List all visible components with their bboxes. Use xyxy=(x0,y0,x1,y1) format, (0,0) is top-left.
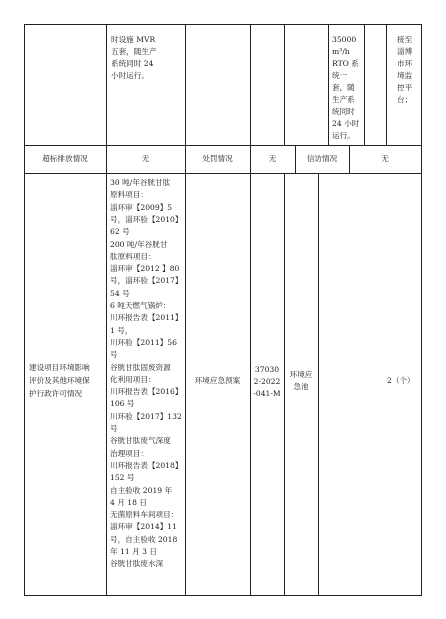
treatment-facility-text-line-2: 五套，随生产 xyxy=(111,47,157,56)
table-bottom-border xyxy=(24,595,422,596)
permit-line: 4 月 18 日 xyxy=(110,497,147,507)
rto-system-text-line-5: 套，随 xyxy=(332,83,355,92)
table-top-border xyxy=(24,24,422,25)
permit-line: 62 号 xyxy=(110,227,130,237)
permit-line: 川环验【2017】132 xyxy=(110,411,182,421)
permit-line: 自主验收 2019 年 xyxy=(110,485,173,495)
top-col-divider-6 xyxy=(364,24,365,145)
rto-system-text-line-1: 35000 xyxy=(332,35,357,44)
permit-line: 年 11 月 3 日 xyxy=(110,547,157,556)
monitoring-platform-text-line-1: 接至 xyxy=(397,35,413,44)
plan-number-line-1: 37030 xyxy=(254,365,280,374)
permit-line: 淄环审【2014】11 xyxy=(110,522,177,532)
exceed-emission-value: 无 xyxy=(141,154,150,163)
top-col-divider-1 xyxy=(106,24,107,145)
plan-number-line-3: -041-M xyxy=(253,389,281,398)
rto-system-text-line-8: 24 小时 xyxy=(332,119,360,128)
permit-line: 谷胱甘肽废气深度 xyxy=(110,436,171,446)
monitoring-platform-text-line-2: 淄博 xyxy=(397,47,413,56)
rto-system-text-line-4: 统一 xyxy=(332,71,348,80)
monitoring-platform-text-line-5: 控平 xyxy=(397,83,413,92)
permit-line: 30 吨/年谷胱甘肽 xyxy=(110,178,171,187)
permit-line: 号，自主验收 2018 xyxy=(110,534,178,544)
permit-line: 川环报告表【2011】 xyxy=(110,313,183,323)
table-right-border xyxy=(421,24,422,595)
permit-line: 川环报告表【2016】 xyxy=(110,387,183,397)
emergency-pool-label-line-1: 环境应 xyxy=(289,370,313,379)
top-col-divider-4 xyxy=(284,24,285,145)
emergency-pool-label-line-2: 急池 xyxy=(293,382,309,391)
permit-line: 号 xyxy=(110,424,118,433)
top-col-divider-7 xyxy=(386,24,387,145)
rto-system-text-line-6: 生产系 xyxy=(332,95,355,104)
permit-line: 106 号 xyxy=(110,399,135,409)
treatment-facility-text-line-3: 系统同时 24 xyxy=(111,59,154,68)
permit-line: 6 吨天燃气锅炉： xyxy=(110,301,171,310)
treatment-facility-text-line-4: 小时运行。 xyxy=(111,71,149,80)
eia-col-divider-1 xyxy=(106,173,107,595)
permit-line: 号，淄环验【2010】 xyxy=(110,214,183,224)
top-col-divider-2 xyxy=(185,24,186,145)
permit-line: 原料项目： xyxy=(110,190,148,200)
permit-line: 号，淄环验【2017】 xyxy=(110,276,183,286)
petition-label: 信访情况 xyxy=(306,154,338,163)
top-col-divider-5 xyxy=(328,24,329,145)
monitoring-platform-text-line-4: 境监 xyxy=(397,71,413,80)
monitoring-platform-text-line-3: 市环 xyxy=(397,59,413,68)
eia-label-line-1: 建设项目环境影响 xyxy=(29,363,90,372)
emergency-plan-label: 环境应急预案 xyxy=(194,376,241,385)
petition-value: 无 xyxy=(381,154,389,163)
permit-line: 淄环审【2012 】80 xyxy=(110,264,180,274)
permit-line: 200 吨/年谷胱甘 xyxy=(110,239,168,249)
treatment-facility-text-line-1: 时设施 MVR xyxy=(111,35,156,44)
permit-line: 152 号 xyxy=(110,473,135,483)
penalty-value: 无 xyxy=(268,154,277,163)
permit-line: 淄环审【2009】5 xyxy=(110,202,173,212)
permit-line: 无菌原料车间项目： xyxy=(110,510,179,520)
permit-line: 肽原料项目： xyxy=(110,251,156,261)
exceed-emission-label: 超标排放情况 xyxy=(42,154,88,163)
permit-line: 谷胱甘肽固废资源 xyxy=(110,362,171,372)
plan-number-line-2: 2-2022 xyxy=(253,377,281,386)
emergency-pool-count: 2（个） xyxy=(387,376,415,385)
rto-system-text-line-3: RTO 系 xyxy=(332,59,359,68)
permit-line: 54 号 xyxy=(110,288,130,298)
row-divider-2 xyxy=(24,173,422,174)
table-left-border xyxy=(24,24,25,595)
eia-label-line-2: 评价及其他环境保 xyxy=(29,376,90,385)
rto-system-text-line-9: 运行。 xyxy=(332,131,355,140)
eia-col-divider-5 xyxy=(318,173,319,595)
permit-line: 治理项目： xyxy=(110,448,148,458)
penalty-label: 处罚情况 xyxy=(202,154,233,163)
rto-system-text-line-7: 统同时 xyxy=(332,107,355,116)
permit-line: 号 xyxy=(110,350,118,360)
permit-line: 谷胱甘肽废水深 xyxy=(110,559,164,569)
permit-line: 川环验【2011】56 xyxy=(110,337,177,347)
monitoring-platform-text-line-6: 台； xyxy=(397,95,413,104)
permit-line: 化利用项目： xyxy=(110,374,156,384)
permit-line: 川环报告表【2018】 xyxy=(110,460,183,470)
eia-label-line-3: 护行政许可情况 xyxy=(29,389,83,398)
permit-line: 1 号， xyxy=(110,325,133,335)
rto-system-text-line-2: m³/h xyxy=(332,47,350,56)
row-divider-1 xyxy=(24,145,422,146)
top-col-divider-3 xyxy=(250,24,251,145)
